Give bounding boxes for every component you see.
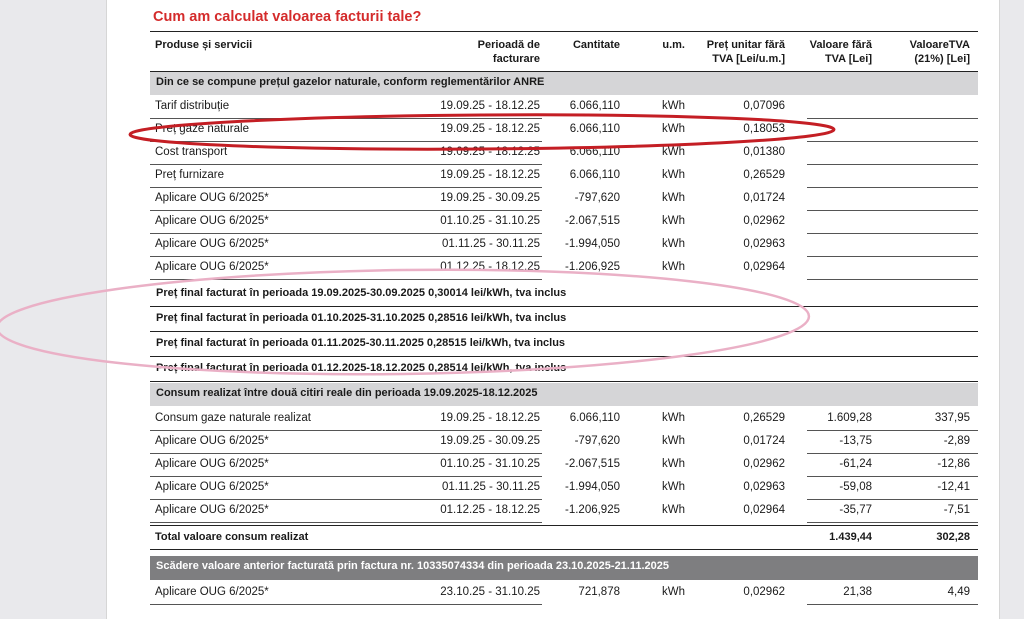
product-name: Consum gaze naturale realizat: [155, 412, 311, 424]
total-label: Total valoare consum realizat: [155, 531, 309, 543]
header-quantity: Cantitate: [572, 39, 620, 51]
table-row: [150, 477, 978, 500]
header-value: Valoare fără TVA [Lei]: [809, 39, 872, 65]
final-price-row: [150, 333, 978, 357]
quantity: -2.067,515: [565, 215, 620, 227]
period: 01.10.25 - 31.10.25: [440, 215, 540, 227]
value-no-vat: 1.609,28: [827, 412, 872, 424]
header-product: Produse și servicii: [155, 39, 253, 51]
table-row: [150, 257, 978, 280]
section-band-consumption: [150, 383, 978, 406]
quantity: -1.994,050: [565, 238, 620, 250]
quantity: -1.206,925: [565, 504, 620, 516]
quantity: -1.206,925: [565, 261, 620, 273]
product-name: Tarif distribuție: [155, 100, 230, 112]
product-name: Aplicare OUG 6/2025*: [155, 238, 269, 250]
quantity: 721,878: [578, 586, 620, 598]
value-no-vat: -61,24: [839, 458, 872, 470]
unit: kWh: [662, 123, 685, 135]
table-header: [150, 31, 978, 72]
row-divider: [807, 522, 978, 523]
table-row: [150, 408, 978, 431]
period: 23.10.25 - 31.10.25: [440, 586, 540, 598]
unit-price: 0,02964: [743, 261, 785, 273]
period: 01.12.25 - 18.12.25: [440, 504, 540, 516]
unit: kWh: [662, 504, 685, 516]
quantity: -797,620: [574, 192, 620, 204]
table-row: [150, 165, 978, 188]
value-no-vat: 21,38: [843, 586, 872, 598]
unit-price: 0,26529: [743, 169, 785, 181]
table-row: [150, 142, 978, 165]
period: 01.10.25 - 31.10.25: [440, 458, 540, 470]
period: 19.09.25 - 18.12.25: [440, 412, 540, 424]
unit: kWh: [662, 261, 685, 273]
product-name: Aplicare OUG 6/2025*: [155, 192, 269, 204]
unit: kWh: [662, 458, 685, 470]
period: 19.09.25 - 18.12.25: [440, 146, 540, 158]
product-name: Preț gaze naturale: [155, 123, 249, 135]
unit: kWh: [662, 146, 685, 158]
row-divider: [150, 604, 542, 605]
period: 19.09.25 - 18.12.25: [440, 100, 540, 112]
period: 01.11.25 - 30.11.25: [441, 481, 540, 493]
unit: kWh: [662, 481, 685, 493]
table-row: [150, 188, 978, 211]
header-period: Perioadă de facturare: [477, 39, 540, 65]
product-name: Aplicare OUG 6/2025*: [155, 504, 269, 516]
quantity: 6.066,110: [569, 100, 620, 112]
quantity: -1.994,050: [565, 481, 620, 493]
unit: kWh: [662, 192, 685, 204]
product-name: Aplicare OUG 6/2025*: [155, 586, 269, 598]
product-name: Aplicare OUG 6/2025*: [155, 435, 269, 447]
product-name: Aplicare OUG 6/2025*: [155, 215, 269, 227]
row-divider: [807, 279, 978, 280]
unit-price: 0,07096: [743, 100, 785, 112]
period: 19.09.25 - 18.12.25: [440, 169, 540, 181]
table-row: [150, 234, 978, 257]
section-band-deduction: [150, 556, 978, 580]
table-row: [150, 500, 978, 523]
final-price-row: [150, 358, 978, 382]
vat-value: -12,86: [937, 458, 970, 470]
quantity: 6.066,110: [569, 146, 620, 158]
header-vat: ValoareTVA (21%) [Lei]: [909, 39, 970, 65]
unit-price: 0,02964: [743, 504, 785, 516]
product-name: Aplicare OUG 6/2025*: [155, 481, 269, 493]
unit-price: 0,02962: [743, 458, 785, 470]
product-name: Aplicare OUG 6/2025*: [155, 458, 269, 470]
section-band-composition: [150, 72, 978, 95]
unit-price: 0,18053: [743, 123, 785, 135]
unit: kWh: [662, 586, 685, 598]
final-price-row: [150, 308, 978, 332]
period: 01.12.25 - 18.12.25: [440, 261, 540, 273]
band-label: Consum realizat între două citiri reale din perioada 19.09.2025-18.12.2025: [156, 387, 538, 399]
unit: kWh: [662, 412, 685, 424]
product-name: Aplicare OUG 6/2025*: [155, 261, 269, 273]
row-divider: [807, 604, 978, 605]
table-row: [150, 211, 978, 234]
unit-price: 0,01380: [743, 146, 785, 158]
band-label: Din ce se compune prețul gazelor naturale, conform reglementărilor ANRE: [156, 76, 545, 88]
row-divider: [150, 279, 542, 280]
product-name: Cost transport: [155, 146, 228, 158]
period: 01.11.25 - 30.11.25: [441, 238, 540, 250]
quantity: 6.066,110: [569, 169, 620, 181]
unit: kWh: [662, 215, 685, 227]
table-row: [150, 454, 978, 477]
table-row: [150, 431, 978, 454]
quantity: -2.067,515: [565, 458, 620, 470]
section-title: Cum am calculat valoarea facturii tale?: [153, 9, 422, 25]
unit-price: 0,02963: [743, 238, 785, 250]
unit: kWh: [662, 435, 685, 447]
table-row: [150, 582, 978, 605]
table-row: [150, 119, 978, 142]
header-unit-price: Preț unitar fără TVA [Lei/u.m.]: [706, 39, 785, 65]
table-row: [150, 96, 978, 119]
total-row: [150, 525, 978, 550]
product-name: Preț furnizare: [155, 169, 225, 181]
unit-price: 0,02962: [743, 215, 785, 227]
quantity: 6.066,110: [569, 123, 620, 135]
vat-value: -12,41: [937, 481, 970, 493]
period: 19.09.25 - 18.12.25: [440, 123, 540, 135]
final-price-text: Preț final facturat în perioada 19.09.2025-30.09.2025 0,30014 lei/kWh, tva inclus: [156, 287, 567, 299]
vat-value: 337,95: [934, 412, 970, 424]
header-unit: u.m.: [662, 39, 685, 51]
total-vat: 302,28: [936, 531, 970, 543]
vat-value: 4,49: [947, 586, 970, 598]
period: 19.09.25 - 30.09.25: [440, 192, 540, 204]
final-price-text: Preț final facturat în perioada 01.12.2025-18.12.2025 0,28514 lei/kWh, tva inclus: [156, 362, 567, 374]
unit-price: 0,26529: [743, 412, 785, 424]
unit-price: 0,02963: [743, 481, 785, 493]
quantity: -797,620: [574, 435, 620, 447]
unit: kWh: [662, 100, 685, 112]
row-divider: [150, 522, 542, 523]
unit-price: 0,01724: [743, 435, 785, 447]
unit: kWh: [662, 169, 685, 181]
vat-value: -2,89: [943, 435, 970, 447]
unit: kWh: [662, 238, 685, 250]
total-value: 1.439,44: [829, 531, 872, 543]
value-no-vat: -13,75: [839, 435, 872, 447]
band-label: Scădere valoare anterior facturată prin factura nr. 10335074334 din perioada 23.10.2025-21.11.2025: [156, 560, 670, 572]
unit-price: 0,01724: [743, 192, 785, 204]
final-price-text: Preț final facturat în perioada 01.10.2025-31.10.2025 0,28516 lei/kWh, tva inclus: [156, 312, 567, 324]
unit-price: 0,02962: [743, 586, 785, 598]
quantity: 6.066,110: [569, 412, 620, 424]
final-price-row: [150, 283, 978, 307]
vat-value: -7,51: [943, 504, 970, 516]
period: 19.09.25 - 30.09.25: [440, 435, 540, 447]
final-price-text: Preț final facturat în perioada 01.11.2025-30.11.2025 0,28515 lei/kWh, tva inclus: [156, 337, 566, 349]
value-no-vat: -59,08: [839, 481, 872, 493]
value-no-vat: -35,77: [839, 504, 872, 516]
